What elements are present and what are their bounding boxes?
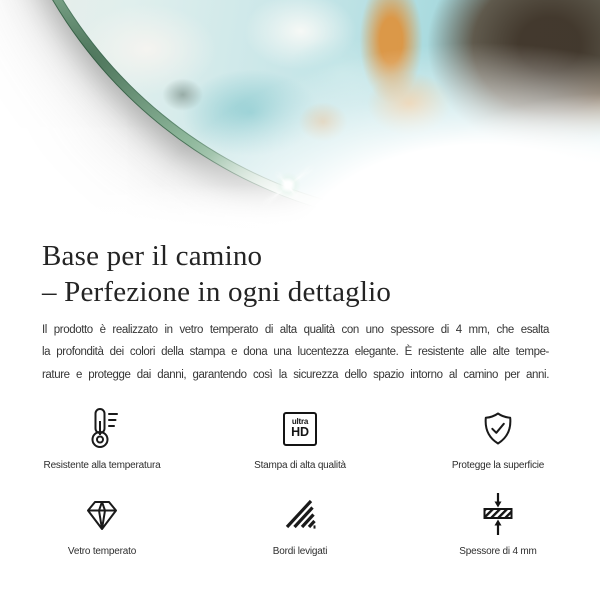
page-title (42, 238, 600, 310)
feature-label: Bordi levigati (272, 546, 328, 558)
feature-tempered-glass (3, 491, 201, 558)
feature-temperature (3, 405, 201, 472)
feature-label: Vetro temperato (67, 546, 137, 558)
diamond-icon (84, 491, 120, 538)
feature-label: Spessore di 4 mm (459, 546, 537, 558)
feature-print-quality (201, 405, 399, 472)
product-info-section (0, 238, 600, 386)
description-line: rature e protegge dai danni, garantendo così la sicurezza dello spazio intorno al camino per anni. (42, 368, 549, 381)
title-line-1: Base per il camino (42, 240, 263, 272)
description-line: Il prodotto è realizzato in vetro temperato di alta qualità con uno spessore di 4 mm, che esalta (42, 324, 549, 336)
description-line: la profondità dei colori della stampa e dona una lucentezza elegante. È resistente alle alte tempe- (42, 346, 549, 359)
feature-polished-edges (201, 491, 399, 558)
polished-edges-icon (282, 491, 318, 538)
product-photo (0, 0, 600, 231)
title-line-2: – Perfezione in ogni dettaglio (42, 276, 392, 308)
thermometer-icon (84, 405, 120, 452)
feature-thickness (399, 491, 597, 558)
ultra-hd-text-bottom: HD (291, 425, 309, 440)
feature-label: Protegge la superficie (451, 460, 545, 472)
ultra-hd-text-top: ultra (291, 417, 309, 427)
feature-label: Stampa di alta qualità (254, 460, 346, 472)
ultra-hd-icon (283, 405, 317, 452)
thickness-icon (480, 491, 516, 538)
shield-check-icon (480, 405, 516, 452)
white-fade-overlay (0, 0, 600, 231)
product-description (42, 319, 549, 386)
feature-surface-protection (399, 405, 597, 472)
feature-grid (3, 405, 597, 558)
feature-label: Resistente alla temperatura (43, 460, 161, 472)
